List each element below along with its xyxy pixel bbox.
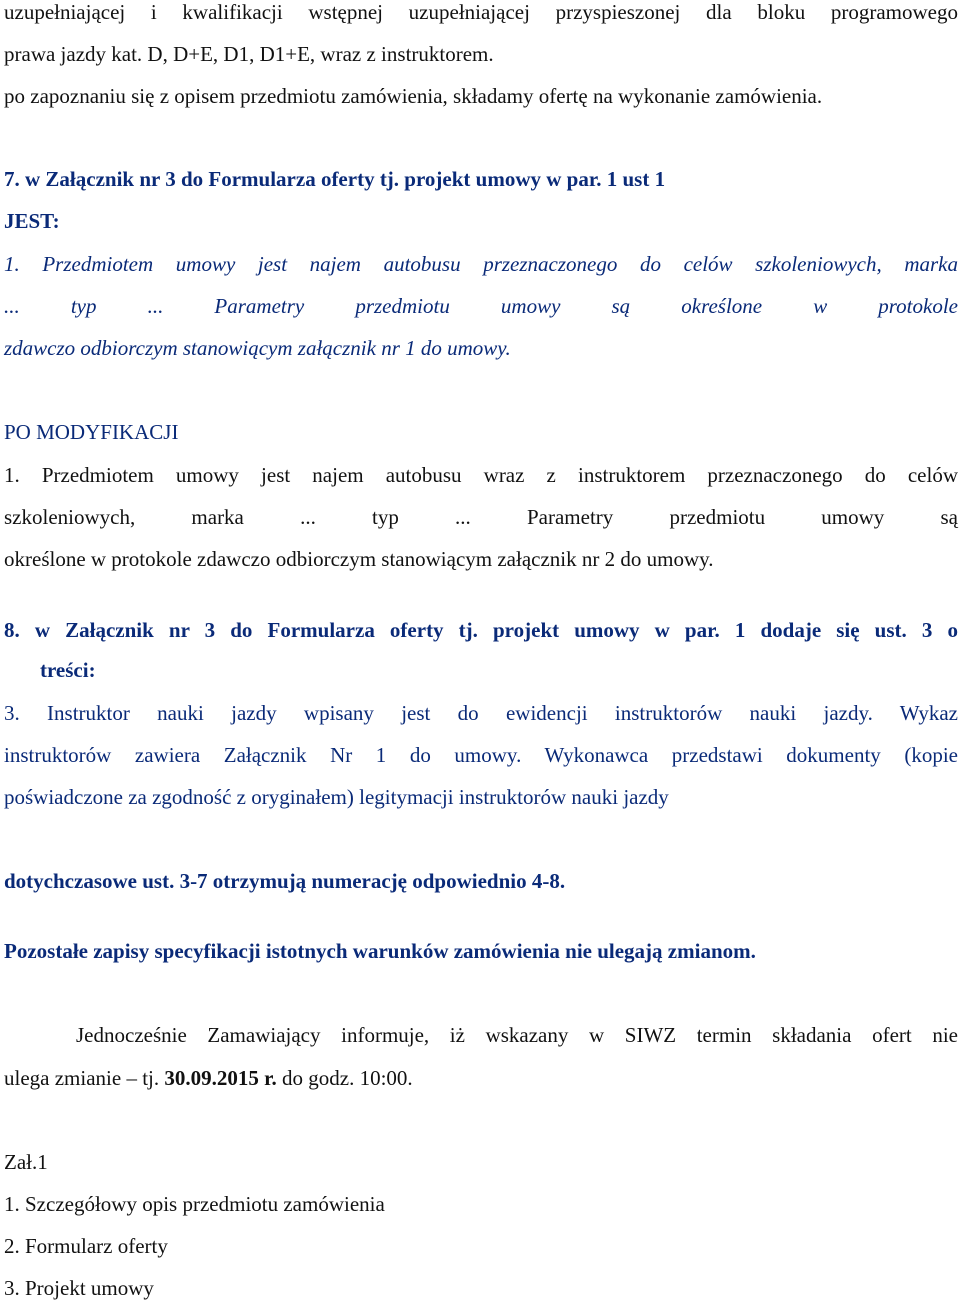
intro-line-2: prawa jazdy kat. D, D+E, D1, D1+E, wraz z instruktorem. bbox=[4, 42, 494, 66]
renumbering-note: dotychczasowe ust. 3-7 otrzymują numerację odpowiednio 4-8. bbox=[4, 869, 566, 893]
deadline-line-2 bbox=[4, 1068, 960, 1089]
intro-line-3: po zapoznaniu się z opisem przedmiotu zamówienia, składamy ofertę na wykonanie zamówienia. bbox=[4, 84, 823, 108]
jest-label: JEST: bbox=[4, 209, 60, 233]
attachment-item: 1. Szczegółowy opis przedmiotu zamówienia bbox=[4, 1192, 385, 1216]
intro-line-1: uzupełniającej i kwalifikacji wstępnej uzupełniającej przyspieszonej dla bloku programowego bbox=[4, 0, 958, 24]
jest-line-1: 1. Przedmiotem umowy jest najem autobusu przeznaczonego do celów szkoleniowych, marka bbox=[4, 252, 958, 276]
remaining-note: Pozostałe zapisy specyfikacji istotnych warunków zamówienia nie ulegają zmianom. bbox=[4, 939, 756, 963]
attachments-label: Zał.1 bbox=[4, 1150, 48, 1174]
section-8-line-1: 3. Instruktor nauki jazdy wpisany jest do ewidencji instruktorów nauki jazdy. Wykaz bbox=[4, 701, 958, 725]
jest-line-2: ... typ ... Parametry przedmiotu umowy są określone w protokole bbox=[4, 294, 958, 318]
deadline-text-pre: ulega zmianie – tj. bbox=[4, 1066, 165, 1090]
section-8-heading: 8. w Załącznik nr 3 do Formularza oferty tj. projekt umowy w par. 1 dodaje się ust. 3 o bbox=[4, 618, 958, 642]
po-line-2: szkoleniowych, marka ... typ ... Parametry przedmiotu umowy są bbox=[4, 505, 958, 529]
attachment-item: 3. Projekt umowy bbox=[4, 1276, 154, 1300]
section-8-line-3: poświadczone za zgodność z oryginałem) legitymacji instruktorów nauki jazdy bbox=[4, 785, 669, 809]
section-7-heading: 7. w Załącznik nr 3 do Formularza oferty tj. projekt umowy w par. 1 ust 1 bbox=[4, 167, 666, 191]
attachment-item: 2. Formularz oferty bbox=[4, 1234, 168, 1258]
po-line-1: 1. Przedmiotem umowy jest najem autobusu wraz z instruktorem przeznaczonego do celów bbox=[4, 463, 958, 487]
section-8-heading-cont: treści: bbox=[40, 658, 96, 682]
deadline-line-1: Jednocześnie Zamawiający informuje, iż wskazany w SIWZ termin składania ofert nie bbox=[76, 1023, 958, 1047]
section-8-line-2: instruktorów zawiera Załącznik Nr 1 do umowy. Wykonawca przedstawi dokumenty (kopie bbox=[4, 743, 958, 767]
po-modyfikacji-label: PO MODYFIKACJI bbox=[4, 420, 179, 444]
jest-line-3: zdawczo odbiorczym stanowiącym załącznik nr 1 do umowy. bbox=[4, 336, 511, 360]
po-line-3: określone w protokole zdawczo odbiorczym stanowiącym załącznik nr 2 do umowy. bbox=[4, 547, 714, 571]
deadline-text-post: do godz. 10:00. bbox=[276, 1066, 413, 1090]
deadline-date: 30.09.2015 r. bbox=[164, 1066, 277, 1090]
